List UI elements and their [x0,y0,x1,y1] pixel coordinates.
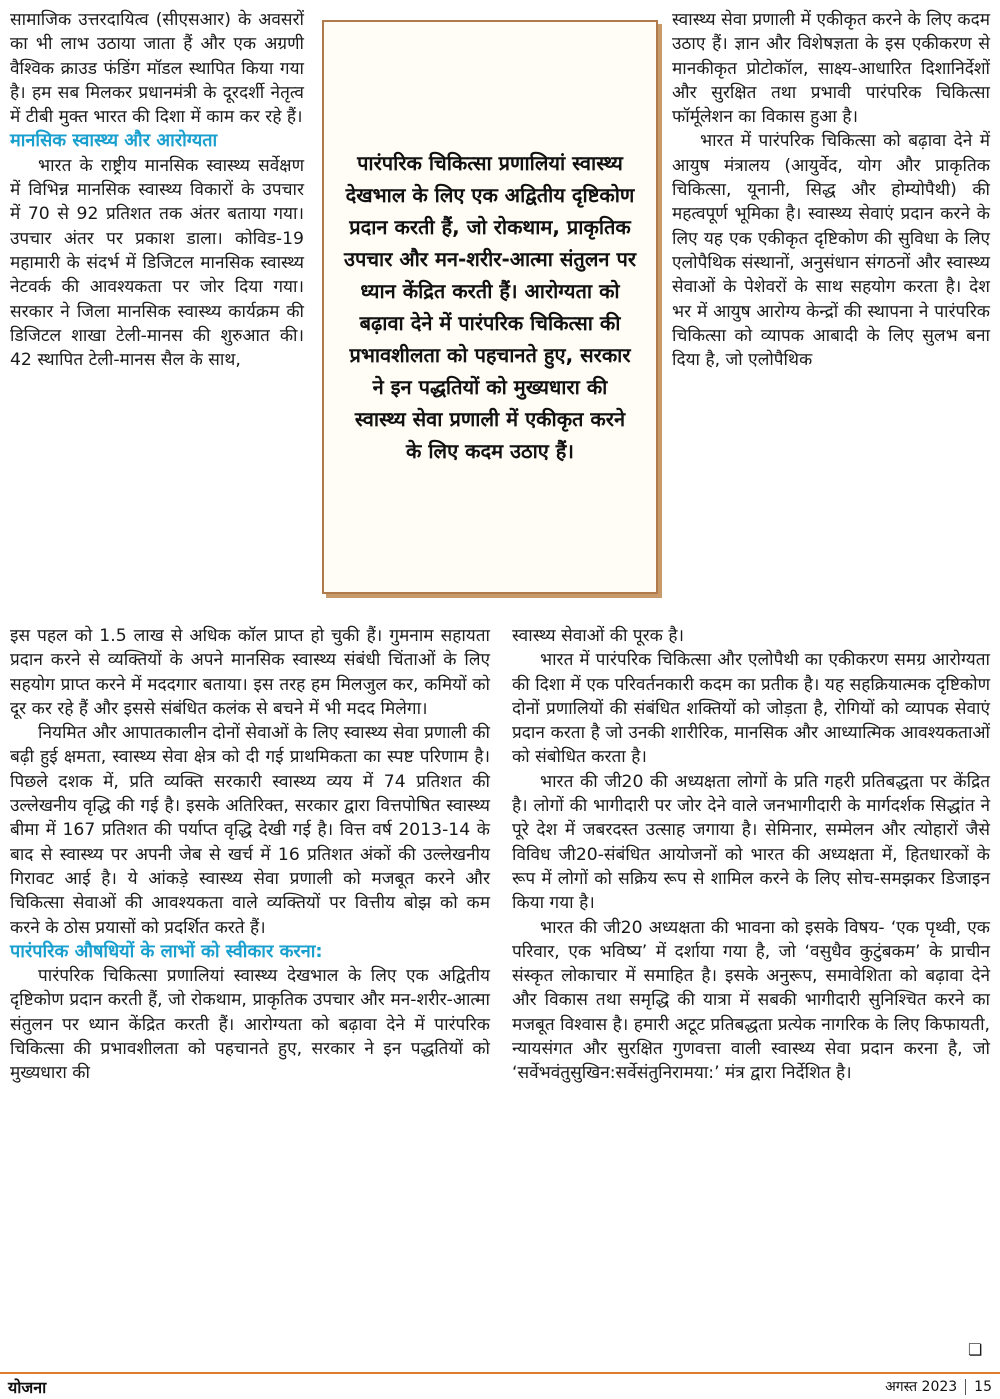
paragraph: भारत के राष्ट्रीय मानसिक स्वास्थ्य सर्वेक्षण में विभिन्न मानसिक स्वास्थ्य विकारों के उपचार में 70 से 92 प्रतिशत तक अंतर बताया गया। उपचार अंतर पर प्रकाश डाला। कोविड-19 महामारी के संदर्भ में डिजिटल मानसिक स्वास्थ्य नेटवर्क की आवश्यकता पर जोर दिया गया। सरकार ने जिला मानसिक स्वास्थ्य कार्यक्रम की डिजिटल शाखा टेली-मानस की शुरुआत की। 42 स्थापित टेली-मानस सैल के साथ, [10,155,304,371]
paragraph: पारंपरिक चिकित्सा प्रणालियां स्वास्थ्य देखभाल के लिए एक अद्वितीय दृष्टिकोण प्रदान करती हैं, जो रोकथाम, प्राकृतिक उपचार और मन-शरीर-आत्मा संतुलन पर ध्यान केंद्रित करती हैं। आरोग्यता को बढ़ावा देने में पारंपरिक चिकित्सा की प्रभावशीलता को पहचानते हुए, सरकार ने इन पद्धतियों को मुख्यधारा की [10,966,490,1084]
footer-separator [965,1379,966,1395]
issue-date: अगस्त 2023 [885,1379,958,1395]
paragraph: नियमित और आपातकालीन दोनों सेवाओं के लिए स्वास्थ्य सेवा प्रणाली की बढ़ी हुई क्षमता, स्वास्थ्य सेवा क्षेत्र को दी गई प्राथमिकता का स्पष्ट परिणाम है। पिछले दशक में, प्रति व्यक्ति सरकारी स्वास्थ्य व्यय में 74 प्रतिशत की उल्लेखनीय वृद्धि की गई है। इसके अतिरिक्त, सरकार द्वारा वित्तपोषित स्वास्थ्य बीमा में 167 प्रतिशत की पर्याप्त वृद्धि देखी गई है। वित्त वर्ष 2013-14 के बाद से स्वास्थ्य पर अपनी जेब से खर्च में 16 प्रतिशत अंकों की उल्लेखनीय गिरावट आई है। ये आंकड़े स्वास्थ्य सेवा प्रणाली को मजबूत करने और चिकित्सा सेवाओं की आवश्यकता वाले व्यक्तियों पर वित्तीय बोझ को कम करने के ठोस प्रयासों को प्रदर्शित करते हैं। [10,723,490,938]
paragraph: सामाजिक उत्तरदायित्व (सीएसआर) के अवसरों का भी लाभ उठाया जाता हैं और एक अग्रणी वैश्विक क्राउड फंडिंग मॉडल स्थापित किया गया है। हम सब मिलकर प्रधानमंत्री के दूरदर्शी नेतृत्व में टीबी मुक्त भारत की दिशा में काम कर रहे हैं। [10,10,304,128]
article-end-icon: ❏ [968,1340,983,1359]
page-number: 15 [974,1378,992,1395]
right-column-bottom [512,624,990,1086]
footer-info [885,1377,992,1396]
right-column-top [672,8,990,372]
section-heading: मानसिक स्वास्थ्य और आरोग्यता [10,130,218,152]
paragraph: भारत में पारंपरिक चिकित्सा और एलोपैथी का एकीकरण समग्र आरोग्यता की दिशा में एक परिवर्तनकारी कदम का प्रतीक है। यह सहक्रियात्मक दृष्टिकोण दोनों प्रणालियों की संबंधित शक्तियों को जोड़ता है, रोगियों को व्यापक सेवाएं प्रदान करता है जो उनकी शारीरिक, मानसिक और आध्यात्मिक आवश्यकताओं को संबोधित करता है। [512,650,990,768]
pull-quote-text: पारंपरिक चिकित्सा प्रणालियां स्वास्थ्य देखभाल के लिए एक अद्वितीय दृष्टिकोण प्रदान करती हैं, जो रोकथाम, प्राकृतिक उपचार और मन-शरीर-आत्मा संतुलन पर ध्यान केंद्रित करती हैं। आरोग्यता को बढ़ावा देने में पारंपरिक चिकित्सा की प्रभावशीलता को पहचानते हुए, सरकार ने इन पद्धतियों को मुख्यधारा की स्वास्थ्य सेवा प्रणाली में एकीकृत करने के लिए कदम उठाए हैं। [344,151,636,463]
section-heading: पारंपरिक औषधियों के लाभों को स्वीकार करना: [10,940,323,962]
paragraph: भारत की जी20 की अध्यक्षता लोगों के प्रति गहरी प्रतिबद्धता पर केंद्रित है। लोगों की भागीदारी पर जोर देने वाले जनभागीदारी के मार्गदर्शक सिद्धांत ने पूरे देश में जबरदस्त उत्साह जगाया है। सेमिनार, सम्मेलन और त्योहारों जैसे विविध जी20-संबंधित आयोजनों को भारत की अध्यक्षता में, हितधारकों के रूप में लोगों को सक्रिय रूप से शामिल करने के लिए सोच-समझकर डिजाइन किया गया है। [512,771,990,914]
paragraph: स्वास्थ्य सेवाओं की पूरक है। [512,626,684,646]
paragraph: भारत में पारंपरिक चिकित्सा को बढ़ावा देने में आयुष मंत्रालय (आयुर्वेद, योग और प्राकृतिक चिकित्सा, यूनानी, सिद्ध और होम्योपैथी) की महत्वपूर्ण भूमिका है। स्वास्थ्य सेवाएं प्रदान करने के लिए यह एक एकीकृत दृष्टिकोण की सुविधा के लिए एलोपैथिक संस्थानों, अनुसंधान संगठनों और स्वास्थ्य सेवाओं के पेशेवरों के साथ सहयोग करता है। देश भर में आयुष आरोग्य केन्द्रों की स्थापना ने पारंपरिक चिकित्सा को व्यापक आबादी के लिए सुलभ बना दिया है, जो एलोपैथिक [672,131,990,371]
pull-quote-box [322,20,658,594]
paragraph: इस पहल को 1.5 लाख से अधिक कॉल प्राप्त हो चुकी हैं। गुमनाम सहायता प्रदान करने से व्यक्तियों के अपने मानसिक स्वास्थ्य संबंधी चिंताओं के लिए सहयोग प्राप्त करने में मददगार बताया। इस तरह हम मिलजुल कर, कमियों को दूर कर रहे हैं और इससे संबंधित कलंक से बचने में भी मदद मिलेगा। [10,626,490,719]
paragraph: स्वास्थ्य सेवा प्रणाली में एकीकृत करने के लिए कदम उठाए हैं। ज्ञान और विशेषज्ञता के इस एकीकरण से मानकीकृत प्रोटोकॉल, साक्ष्य-आधारित दिशानिर्देशों और सुरक्षित तथा प्रभावी पारंपरिक चिकित्सा फॉर्मूलेशन का विकास हुआ है। [672,10,990,128]
footer-divider [0,1372,1000,1374]
left-column-top [10,8,304,372]
paragraph: भारत की जी20 अध्यक्षता की भावना को इसके विषय- ‘एक पृथ्वी, एक परिवार, एक भविष्य’ में दर्शाया गया है, जो ‘वसुधैव कुटुंबकम’ के प्राचीन संस्कृत लोकाचार में समाहित है। इसके अनुरूप, समावेशिता को बढ़ावा देने और विकास तथा समृद्धि की यात्रा में सबकी भागीदारी सुनिश्चित करने का मजबूत विश्वास है। हमारी अटूट प्रतिबद्धता प्रत्येक नागरिक के लिए किफायती, न्यायसंगत और सुरक्षित गुणवत्ता वाली स्वास्थ्य सेवा प्रदान करना है, जो ‘सर्वेभवंतुसुखिन:सर्वेसंतुनिरामया:’ मंत्र द्वारा निर्देशित है। [512,917,990,1084]
left-column-bottom [10,624,490,1086]
magazine-name: योजना [8,1378,47,1397]
